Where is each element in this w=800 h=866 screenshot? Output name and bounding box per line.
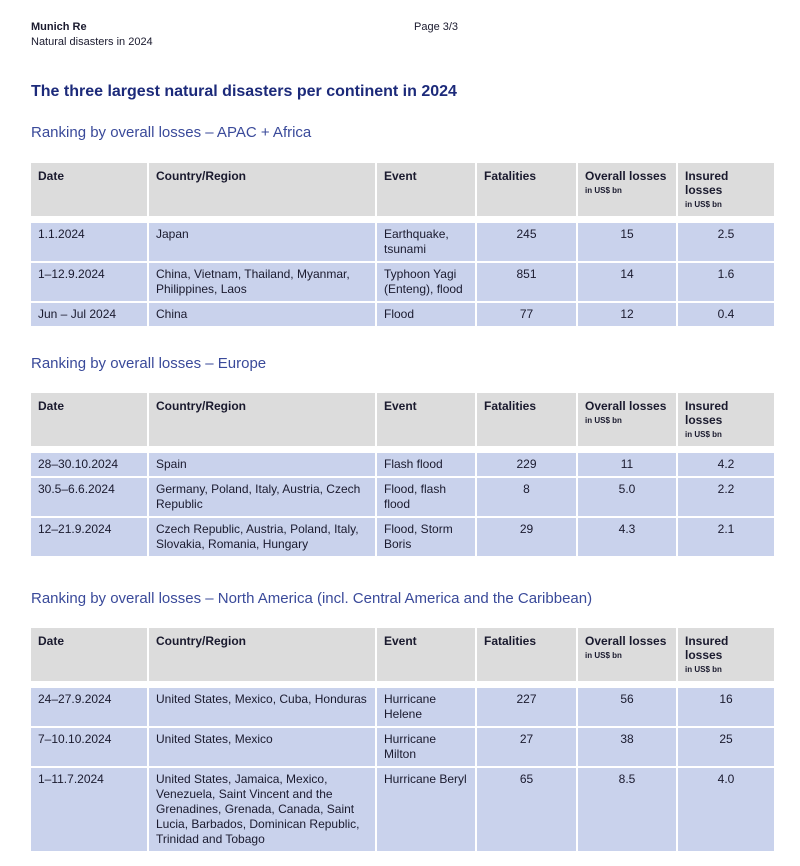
- col-header-country: Country/Region: [147, 393, 375, 453]
- cell-fatalities: 851: [475, 263, 576, 303]
- col-header-country: Country/Region: [147, 628, 375, 688]
- cell-insured-losses: 2.1: [676, 518, 774, 558]
- section-title-europe: Ranking by overall losses – Europe: [31, 355, 267, 372]
- cell-date: 1–11.7.2024: [31, 768, 147, 853]
- cell-date: 12–21.9.2024: [31, 518, 147, 558]
- cell-overall-losses: 38: [576, 728, 676, 768]
- unit-label: in US$ bn: [685, 430, 722, 439]
- unit-label: in US$ bn: [585, 651, 622, 660]
- cell-date: Jun – Jul 2024: [31, 303, 147, 328]
- page-number: Page 3/3: [414, 21, 459, 33]
- document-subtitle: Natural disasters in 2024: [31, 36, 153, 48]
- col-header-fatalities: Fatalities: [475, 163, 576, 223]
- cell-insured-losses: 1.6: [676, 263, 774, 303]
- cell-event: Typhoon Yagi (Enteng), flood: [375, 263, 475, 303]
- unit-label: in US$ bn: [685, 200, 722, 209]
- cell-event: Flash flood: [375, 453, 475, 478]
- table-row: [31, 688, 774, 728]
- cell-insured-losses: 0.4: [676, 303, 774, 328]
- page-title: The three largest natural disasters per continent in 2024: [31, 83, 457, 100]
- cell-insured-losses: 16: [676, 688, 774, 728]
- cell-country: Germany, Poland, Italy, Austria, Czech Republic: [147, 478, 375, 518]
- section-title-apac-africa: Ranking by overall losses – APAC + Africa: [31, 124, 312, 141]
- cell-overall-losses: 5.0: [576, 478, 676, 518]
- col-header-fatalities: Fatalities: [475, 628, 576, 688]
- cell-overall-losses: 15: [576, 223, 676, 263]
- cell-country: Spain: [147, 453, 375, 478]
- cell-insured-losses: 25: [676, 728, 774, 768]
- col-header-overall-losses: Overall losses in US$ bn: [576, 393, 676, 453]
- col-header-event: Event: [375, 628, 475, 688]
- col-header-event: Event: [375, 163, 475, 223]
- cell-date: 7–10.10.2024: [31, 728, 147, 768]
- cell-fatalities: 245: [475, 223, 576, 263]
- col-header-overall-losses: Overall losses in US$ bn: [576, 628, 676, 688]
- cell-event: Hurricane Helene: [375, 688, 475, 728]
- table-row: [31, 223, 774, 263]
- table-row: [31, 518, 774, 558]
- cell-date: 1.1.2024: [31, 223, 147, 263]
- cell-country: United States, Mexico, Cuba, Honduras: [147, 688, 375, 728]
- cell-date: 30.5–6.6.2024: [31, 478, 147, 518]
- cell-country: United States, Mexico: [147, 728, 375, 768]
- cell-insured-losses: 2.5: [676, 223, 774, 263]
- cell-overall-losses: 11: [576, 453, 676, 478]
- cell-event: Earthquake, tsunami: [375, 223, 475, 263]
- col-header-fatalities: Fatalities: [475, 393, 576, 453]
- cell-date: 24–27.9.2024: [31, 688, 147, 728]
- cell-overall-losses: 4.3: [576, 518, 676, 558]
- cell-event: Flood, Storm Boris: [375, 518, 475, 558]
- cell-insured-losses: 4.2: [676, 453, 774, 478]
- table-header-row: [31, 628, 774, 688]
- table-europe: [31, 393, 774, 558]
- cell-country: Czech Republic, Austria, Poland, Italy, Slovakia, Romania, Hungary: [147, 518, 375, 558]
- col-header-insured-losses: Insured losses in US$ bn: [676, 628, 774, 688]
- col-header-date: Date: [31, 393, 147, 453]
- cell-overall-losses: 8.5: [576, 768, 676, 853]
- cell-country: China: [147, 303, 375, 328]
- cell-event: Flood: [375, 303, 475, 328]
- cell-fatalities: 27: [475, 728, 576, 768]
- table-apac-africa: [31, 163, 774, 328]
- table-row: [31, 453, 774, 478]
- cell-fatalities: 8: [475, 478, 576, 518]
- col-header-event: Event: [375, 393, 475, 453]
- cell-insured-losses: 4.0: [676, 768, 774, 853]
- table-row: [31, 768, 774, 853]
- cell-fatalities: 229: [475, 453, 576, 478]
- cell-date: 28–30.10.2024: [31, 453, 147, 478]
- table-row: [31, 263, 774, 303]
- cell-insured-losses: 2.2: [676, 478, 774, 518]
- cell-event: Flood, flash flood: [375, 478, 475, 518]
- table-row: [31, 303, 774, 328]
- unit-label: in US$ bn: [685, 665, 722, 674]
- cell-date: 1–12.9.2024: [31, 263, 147, 303]
- cell-overall-losses: 14: [576, 263, 676, 303]
- col-header-date: Date: [31, 628, 147, 688]
- cell-event: Hurricane Milton: [375, 728, 475, 768]
- document-header: [31, 20, 153, 50]
- cell-fatalities: 29: [475, 518, 576, 558]
- col-header-overall-losses: Overall losses in US$ bn: [576, 163, 676, 223]
- cell-overall-losses: 12: [576, 303, 676, 328]
- unit-label: in US$ bn: [585, 416, 622, 425]
- col-header-insured-losses: Insured losses in US$ bn: [676, 163, 774, 223]
- cell-country: United States, Jamaica, Mexico, Venezuela, Saint Vincent and the Grenadines, Grenada, Canada, Saint Lucia, Barbados, Dominican Republic, Trinidad and Tobago: [147, 768, 375, 853]
- col-header-insured-losses: Insured losses in US$ bn: [676, 393, 774, 453]
- company-name: Munich Re: [31, 21, 87, 33]
- table-row: [31, 728, 774, 768]
- col-header-country: Country/Region: [147, 163, 375, 223]
- unit-label: in US$ bn: [585, 186, 622, 195]
- cell-fatalities: 77: [475, 303, 576, 328]
- cell-overall-losses: 56: [576, 688, 676, 728]
- section-title-north-america: Ranking by overall losses – North America (incl. Central America and the Caribbean): [31, 590, 593, 607]
- table-north-america: [31, 628, 774, 853]
- cell-fatalities: 227: [475, 688, 576, 728]
- col-header-date: Date: [31, 163, 147, 223]
- table-header-row: [31, 393, 774, 453]
- cell-fatalities: 65: [475, 768, 576, 853]
- table-row: [31, 478, 774, 518]
- cell-country: Japan: [147, 223, 375, 263]
- table-header-row: [31, 163, 774, 223]
- cell-event: Hurricane Beryl: [375, 768, 475, 853]
- cell-country: China, Vietnam, Thailand, Myanmar, Philippines, Laos: [147, 263, 375, 303]
